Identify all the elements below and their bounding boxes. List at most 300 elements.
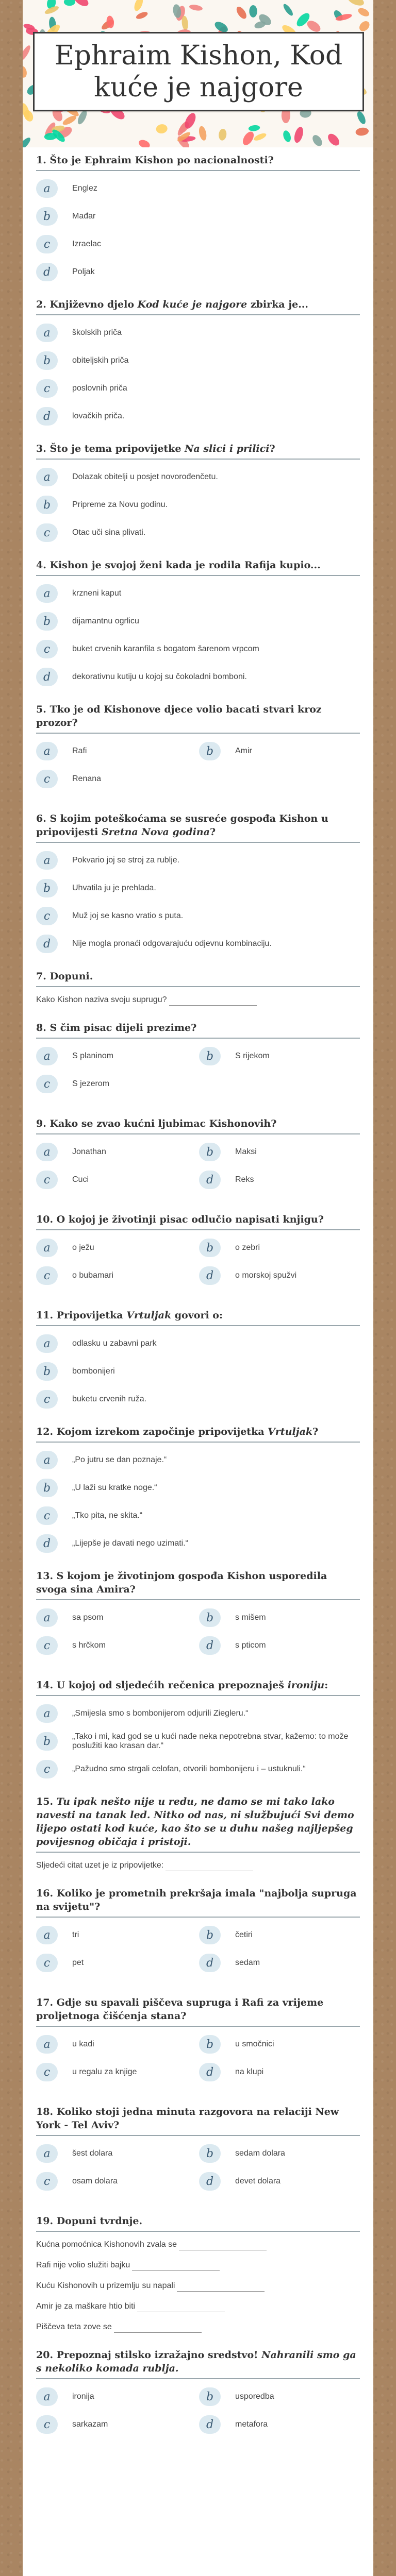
question-title-text: S kojom je životinjom gospođa Kishon usporedila svoga sina Amira? bbox=[36, 1570, 327, 1595]
option-c[interactable] bbox=[36, 1505, 360, 1526]
option-b[interactable] bbox=[36, 1361, 360, 1382]
fill-in-row bbox=[36, 2239, 360, 2250]
option-text: „Tko pita, ne skita.“ bbox=[72, 1511, 143, 1520]
fill-in-prompt: Piščeva teta zove se bbox=[36, 2323, 112, 2331]
option-a[interactable] bbox=[36, 1703, 360, 1724]
option-letter-badge: b bbox=[199, 2144, 221, 2163]
answer-blank[interactable] bbox=[179, 2243, 267, 2250]
option-b[interactable] bbox=[199, 1607, 362, 1628]
leaf-shape bbox=[355, 127, 369, 137]
option-letter-badge: a bbox=[36, 468, 58, 486]
option-a[interactable] bbox=[36, 850, 360, 871]
question-15 bbox=[36, 1795, 360, 1871]
option-text: „Po jutru se dan poznaje.“ bbox=[72, 1455, 167, 1464]
quote-text: Tu ipak nešto nije u redu, ne damo se mi tako lako navesti na tanak led. Nitko od nas, ni službujući Svi demo lijepo ostati kod kuće, kao što se u duhu našeg najljepšeg povijesnog običaja i pristoji. bbox=[36, 1796, 354, 1848]
option-letter-badge: d bbox=[36, 1534, 58, 1553]
divider bbox=[36, 170, 360, 171]
option-c[interactable] bbox=[36, 2171, 199, 2192]
option-text: Rafi bbox=[72, 747, 87, 755]
option-a[interactable] bbox=[36, 1333, 360, 1354]
question-title bbox=[36, 1021, 360, 1035]
question-title-text: Kako se zvao kućni ljubimac Kishonovih? bbox=[50, 1118, 277, 1129]
leaf-shape bbox=[346, 0, 366, 8]
option-text: „Lijepše je davati nego uzimati.“ bbox=[72, 1539, 189, 1548]
option-letter-badge: a bbox=[36, 2144, 58, 2163]
option-text: u smočnici bbox=[235, 2040, 274, 2048]
leaf-shape bbox=[282, 129, 292, 143]
option-d[interactable] bbox=[199, 1635, 362, 1656]
option-c[interactable] bbox=[36, 1759, 360, 1780]
worksheet bbox=[23, 0, 373, 2576]
question-3 bbox=[36, 442, 360, 543]
options bbox=[36, 2143, 360, 2199]
option-text: metafora bbox=[235, 2420, 268, 2429]
leaf-shape bbox=[23, 65, 28, 78]
question-number: 15. bbox=[36, 1796, 57, 1807]
divider bbox=[36, 1917, 360, 1918]
question-18 bbox=[36, 2105, 360, 2199]
option-d[interactable] bbox=[36, 934, 360, 954]
question-title bbox=[36, 1996, 360, 2023]
fill-in-prompt: Amir je za maškare htio biti bbox=[36, 2302, 136, 2311]
option-letter-badge: b bbox=[199, 1926, 221, 1944]
option-text: tri bbox=[72, 1930, 79, 1939]
question-number: 9. bbox=[36, 1118, 50, 1129]
option-a[interactable] bbox=[36, 1142, 199, 1162]
question-7 bbox=[36, 970, 360, 1006]
option-letter-badge: b bbox=[36, 496, 58, 514]
options bbox=[36, 1142, 360, 1197]
question-8 bbox=[36, 1021, 360, 1101]
option-d[interactable] bbox=[199, 2171, 362, 2192]
option-c[interactable] bbox=[36, 1265, 199, 1286]
question-number: 3. bbox=[36, 443, 50, 454]
fill-in-prompt: Kuću Kishonovih u prizemlju su napali bbox=[36, 2281, 175, 2290]
question-number: 18. bbox=[36, 2106, 57, 2117]
option-c[interactable] bbox=[36, 639, 360, 659]
divider bbox=[36, 1229, 360, 1230]
question-title-text: ? bbox=[312, 1426, 319, 1437]
divider bbox=[36, 1442, 360, 1443]
option-d[interactable] bbox=[199, 2414, 362, 2435]
divider bbox=[36, 1038, 360, 1039]
question-title bbox=[36, 2214, 360, 2228]
option-text: Nije mogla pronaći odgovarajuću odjevnu kombinaciju. bbox=[72, 939, 272, 948]
options bbox=[36, 2386, 360, 2442]
option-text: S rijekom bbox=[235, 1052, 270, 1060]
option-d[interactable] bbox=[36, 1533, 360, 1554]
option-a[interactable] bbox=[36, 1046, 199, 1066]
option-letter-badge: c bbox=[36, 1075, 58, 1093]
divider bbox=[36, 1695, 360, 1696]
option-letter-badge: c bbox=[36, 2415, 58, 2434]
options bbox=[36, 2034, 360, 2090]
question-number: 2. bbox=[36, 299, 50, 310]
option-text: Amir bbox=[235, 747, 252, 755]
option-letter-badge: c bbox=[36, 1636, 58, 1655]
question-title-text: Gdje su spavali piščeva supruga i Rafi za vrijeme proljetnoga čišćenja stana? bbox=[36, 1997, 324, 2022]
divider bbox=[36, 733, 360, 734]
leaf-shape bbox=[282, 3, 294, 17]
option-text: pet bbox=[72, 1958, 84, 1967]
option-text: „Pažudno smo strgali celofan, otvorili bombonijeru i – ustuknuli.“ bbox=[72, 1765, 306, 1773]
fill-in-prompt: Kućna pomoćnica Kishonovih zvala se bbox=[36, 2240, 177, 2249]
questions-container bbox=[23, 147, 373, 2576]
option-b[interactable] bbox=[199, 1142, 362, 1162]
question-number: 13. bbox=[36, 1570, 57, 1582]
option-b[interactable] bbox=[36, 878, 360, 899]
question-title-text: Koliko stoji jedna minuta razgovora na relaciji New York - Tel Aviv? bbox=[36, 2106, 339, 2131]
leaf-shape bbox=[253, 132, 267, 142]
question-title-text: Književno djelo bbox=[50, 299, 138, 310]
option-letter-badge: c bbox=[36, 1760, 58, 1778]
option-text: Uhvatila ju je prehlada. bbox=[72, 884, 156, 892]
option-b[interactable] bbox=[36, 495, 360, 515]
option-text: S planinom bbox=[72, 1052, 114, 1060]
option-b[interactable] bbox=[199, 1046, 362, 1066]
option-letter-badge: c bbox=[36, 1506, 58, 1525]
question-19 bbox=[36, 2214, 360, 2333]
option-text: Renana bbox=[72, 774, 102, 783]
question-title-text: Što je tema pripovijetke bbox=[50, 443, 185, 454]
question-20 bbox=[36, 2348, 360, 2442]
option-text: osam dolara bbox=[72, 2177, 118, 2185]
option-b[interactable] bbox=[36, 350, 360, 371]
answer-blank[interactable] bbox=[169, 998, 257, 1006]
option-text: ironija bbox=[72, 2392, 94, 2401]
question-number: 14. bbox=[36, 1680, 57, 1691]
question-number: 11. bbox=[36, 1310, 57, 1321]
option-letter-badge: d bbox=[199, 1266, 221, 1285]
option-c[interactable] bbox=[36, 2062, 199, 2082]
options bbox=[36, 850, 360, 954]
header-banner bbox=[23, 0, 373, 147]
option-text: Reks bbox=[235, 1175, 254, 1184]
option-d[interactable] bbox=[199, 2062, 362, 2082]
question-number: 17. bbox=[36, 1997, 57, 2008]
leaf-shape bbox=[155, 124, 168, 134]
option-d[interactable] bbox=[199, 1265, 362, 1286]
question-title-emphasis: Sretna Nova godina bbox=[102, 826, 210, 838]
question-number: 10. bbox=[36, 1214, 57, 1225]
option-text: usporedba bbox=[235, 2392, 274, 2401]
option-b[interactable] bbox=[199, 2386, 362, 2407]
option-text: o zebri bbox=[235, 1243, 260, 1252]
divider bbox=[36, 986, 360, 987]
question-title-text: Prepoznaj stilsko izražajno sredstvo! bbox=[56, 2349, 262, 2361]
divider bbox=[36, 2378, 360, 2379]
option-letter-badge: d bbox=[36, 935, 58, 953]
leaf-shape bbox=[356, 110, 368, 125]
question-title bbox=[36, 1309, 360, 1322]
leaf-shape bbox=[133, 0, 144, 12]
option-letter-badge: b bbox=[199, 1239, 221, 1257]
option-letter-badge: c bbox=[36, 2172, 58, 2191]
question-title-text: Kishon je svojoj ženi kada je rodila Rafija kupio... bbox=[50, 560, 321, 571]
question-title-emphasis: Nahranili smo ga s nekoliko komada rublja. bbox=[36, 2349, 356, 2374]
fill-in-prompt: Sljedeći citat uzet je iz pripovijetke: bbox=[36, 1861, 164, 1870]
option-text: s mišem bbox=[235, 1613, 266, 1622]
option-letter-badge: a bbox=[36, 1334, 58, 1353]
option-a[interactable] bbox=[36, 2034, 199, 2055]
option-letter-badge: a bbox=[36, 1239, 58, 1257]
option-text: školskih priča bbox=[72, 328, 122, 337]
option-a[interactable] bbox=[36, 1450, 360, 1470]
option-a[interactable] bbox=[36, 178, 360, 199]
option-text: buket crvenih karanfila s bogatom šarenom vrpcom bbox=[72, 645, 259, 653]
option-c[interactable] bbox=[36, 378, 360, 399]
fill-in-prompt: Rafi nije volio služiti bajku bbox=[36, 2261, 130, 2269]
answer-blank[interactable] bbox=[137, 2304, 225, 2312]
option-c[interactable] bbox=[36, 1635, 199, 1656]
fill-in-row bbox=[36, 994, 360, 1006]
option-letter-badge: a bbox=[36, 1926, 58, 1944]
option-d[interactable] bbox=[199, 1170, 362, 1190]
options bbox=[36, 323, 360, 427]
option-c[interactable] bbox=[36, 2414, 199, 2435]
divider bbox=[36, 1325, 360, 1326]
question-title bbox=[36, 2348, 360, 2375]
fill-in-row bbox=[36, 2321, 360, 2333]
question-title bbox=[36, 1887, 360, 1913]
question-title bbox=[36, 970, 360, 983]
option-text: Englez bbox=[72, 184, 97, 193]
option-text: Muž joj se kasno vratio s puta. bbox=[72, 911, 184, 920]
question-13 bbox=[36, 1569, 360, 1663]
divider bbox=[36, 459, 360, 460]
option-text: Otac uči sina plivati. bbox=[72, 528, 146, 537]
option-text: Dolazak obitelji u posjet novorođenčetu. bbox=[72, 472, 218, 481]
option-letter-badge: b bbox=[36, 351, 58, 370]
question-number: 1. bbox=[36, 155, 50, 166]
question-5 bbox=[36, 703, 360, 796]
option-letter-badge: c bbox=[36, 640, 58, 658]
option-text: s hrčkom bbox=[72, 1641, 106, 1650]
options bbox=[36, 178, 360, 282]
question-number: 16. bbox=[36, 1888, 57, 1899]
option-a[interactable] bbox=[36, 2143, 199, 2164]
option-letter-badge: c bbox=[36, 2063, 58, 2081]
option-c[interactable] bbox=[36, 769, 199, 789]
option-letter-badge: d bbox=[36, 668, 58, 686]
question-title bbox=[36, 154, 360, 167]
option-text: „Smijeslа smo s bombonijerom odjurili Ziegleru.“ bbox=[72, 1709, 249, 1718]
question-title-text: Pripovijetka bbox=[56, 1310, 127, 1321]
title-box bbox=[33, 32, 364, 111]
divider bbox=[36, 575, 360, 576]
option-letter-badge: b bbox=[36, 612, 58, 631]
option-text: šest dolara bbox=[72, 2149, 113, 2158]
option-letter-badge: d bbox=[199, 2063, 221, 2081]
option-letter-badge: d bbox=[199, 1171, 221, 1189]
option-letter-badge: c bbox=[36, 1390, 58, 1409]
option-b[interactable] bbox=[36, 206, 360, 227]
options bbox=[36, 583, 360, 687]
option-letter-badge: b bbox=[199, 2035, 221, 2054]
fill-in-row bbox=[36, 2301, 360, 2312]
option-d[interactable] bbox=[36, 406, 360, 427]
question-title-text: ? bbox=[269, 443, 275, 454]
option-a[interactable] bbox=[36, 2386, 199, 2407]
option-text: lovačkih priča. bbox=[72, 412, 125, 420]
question-title-text: Koliko je prometnih prekršaja imala "najbolja supruga na svijetu"? bbox=[36, 1888, 357, 1912]
option-a[interactable] bbox=[36, 323, 360, 343]
option-b[interactable] bbox=[199, 2034, 362, 2055]
question-16 bbox=[36, 1887, 360, 1980]
question-title-emphasis: Vrtuljak bbox=[126, 1310, 172, 1321]
leaf-shape bbox=[135, 10, 148, 20]
answer-blank[interactable] bbox=[177, 2284, 265, 2292]
option-a[interactable] bbox=[36, 741, 199, 761]
option-text: sedam bbox=[235, 1958, 260, 1967]
divider bbox=[36, 1852, 360, 1853]
option-c[interactable] bbox=[36, 1953, 199, 1973]
option-letter-badge: b bbox=[199, 1608, 221, 1627]
option-c[interactable] bbox=[36, 1170, 199, 1190]
divider bbox=[36, 314, 360, 315]
option-text: krzneni kaput bbox=[72, 589, 122, 598]
option-letter-badge: d bbox=[199, 2172, 221, 2191]
option-letter-badge: c bbox=[36, 379, 58, 398]
question-title bbox=[36, 812, 360, 839]
option-letter-badge: a bbox=[36, 1451, 58, 1469]
option-letter-badge: d bbox=[199, 1954, 221, 1972]
question-title-emphasis: Na slici i prilici bbox=[185, 443, 270, 454]
option-letter-badge: a bbox=[36, 1047, 58, 1065]
question-title bbox=[36, 1569, 360, 1596]
question-number: 4. bbox=[36, 560, 50, 571]
leaf-shape bbox=[241, 130, 256, 147]
question-title-text: Kojom izrekom započinje pripovijetka bbox=[56, 1426, 268, 1437]
question-title-text: O kojoj je životinji pisac odlučio napisati knjigu? bbox=[56, 1214, 324, 1225]
option-b[interactable] bbox=[36, 1478, 360, 1498]
option-d[interactable] bbox=[36, 262, 360, 282]
answer-blank[interactable] bbox=[132, 2263, 220, 2271]
question-title-text: govori o: bbox=[171, 1310, 223, 1321]
option-b[interactable] bbox=[199, 741, 362, 761]
option-a[interactable] bbox=[36, 467, 360, 487]
leaf-shape bbox=[76, 109, 89, 126]
option-text: Maksi bbox=[235, 1147, 257, 1156]
option-c[interactable] bbox=[36, 234, 360, 255]
question-title bbox=[36, 1795, 360, 1849]
option-letter-badge: a bbox=[36, 742, 58, 760]
option-letter-badge: b bbox=[36, 1362, 58, 1381]
option-letter-badge: b bbox=[36, 1732, 58, 1751]
option-letter-badge: b bbox=[36, 1479, 58, 1497]
option-letter-badge: c bbox=[36, 907, 58, 925]
question-number: 7. bbox=[36, 971, 50, 982]
question-2 bbox=[36, 298, 360, 427]
option-d[interactable] bbox=[199, 1953, 362, 1973]
option-letter-badge: a bbox=[36, 1704, 58, 1723]
question-title bbox=[36, 703, 360, 730]
option-text: S jezerom bbox=[72, 1079, 110, 1088]
divider bbox=[36, 2135, 360, 2136]
answer-blank[interactable] bbox=[114, 2325, 202, 2333]
option-letter-badge: c bbox=[36, 523, 58, 542]
question-17 bbox=[36, 1996, 360, 2090]
page-title: Ephraim Kishon, Kod kuće je najgore bbox=[54, 40, 343, 103]
option-d[interactable] bbox=[36, 667, 360, 687]
question-title bbox=[36, 1425, 360, 1438]
option-letter-badge: a bbox=[36, 2387, 58, 2406]
leaf-shape bbox=[248, 125, 260, 132]
option-a[interactable] bbox=[36, 1607, 199, 1628]
option-b[interactable] bbox=[36, 611, 360, 632]
options bbox=[36, 1925, 360, 1980]
question-title-text: S kojim poteškoćama se susreće gospođa Kishon u pripovijesti bbox=[36, 813, 328, 838]
question-number: 6. bbox=[36, 813, 50, 824]
divider bbox=[36, 2026, 360, 2027]
option-b[interactable] bbox=[199, 1238, 362, 1258]
question-title-emphasis: Vrtuljak bbox=[268, 1426, 313, 1437]
option-letter-badge: c bbox=[36, 770, 58, 788]
options bbox=[36, 741, 360, 796]
leaf-shape bbox=[310, 133, 324, 147]
option-letter-badge: c bbox=[36, 1954, 58, 1972]
option-c[interactable] bbox=[36, 1389, 360, 1410]
option-b[interactable] bbox=[36, 1731, 360, 1752]
option-a[interactable] bbox=[36, 1925, 199, 1945]
option-letter-badge: b bbox=[199, 742, 221, 760]
option-letter-badge: c bbox=[36, 1171, 58, 1189]
leaf-shape bbox=[357, 19, 371, 33]
question-title-text: : bbox=[324, 1680, 328, 1691]
option-letter-badge: a bbox=[36, 1143, 58, 1161]
question-4 bbox=[36, 558, 360, 687]
question-title bbox=[36, 558, 360, 572]
option-text: u kadi bbox=[72, 2040, 94, 2048]
option-text: obiteljskih priča bbox=[72, 356, 129, 365]
option-letter-badge: c bbox=[36, 1266, 58, 1285]
option-b[interactable] bbox=[199, 1925, 362, 1945]
option-letter-badge: d bbox=[199, 1636, 221, 1655]
leaf-shape bbox=[218, 128, 227, 141]
option-letter-badge: d bbox=[36, 263, 58, 281]
option-c[interactable] bbox=[36, 906, 360, 926]
options bbox=[36, 1607, 360, 1663]
leaf-shape bbox=[293, 126, 305, 144]
option-c[interactable] bbox=[36, 1074, 199, 1094]
option-text: u regalu za knjige bbox=[72, 2067, 137, 2076]
question-number: 20. bbox=[36, 2349, 57, 2361]
leaf-shape bbox=[64, 0, 75, 6]
options bbox=[36, 1703, 360, 1780]
question-title bbox=[36, 298, 360, 311]
option-text: Izraelac bbox=[72, 240, 102, 248]
option-text: „U laži su kratke noge.“ bbox=[72, 1483, 157, 1492]
option-text: bombonijeri bbox=[72, 1367, 115, 1376]
fill-in-row bbox=[36, 1860, 360, 1871]
option-letter-badge: b bbox=[199, 1047, 221, 1065]
option-c[interactable] bbox=[36, 522, 360, 543]
option-a[interactable] bbox=[36, 1238, 199, 1258]
leaf-shape bbox=[249, 5, 257, 18]
question-number: 19. bbox=[36, 2215, 57, 2227]
question-6 bbox=[36, 812, 360, 954]
question-title-text: zbirka je... bbox=[247, 299, 309, 310]
answer-blank[interactable] bbox=[166, 1863, 253, 1871]
question-number: 5. bbox=[36, 704, 50, 715]
question-number: 8. bbox=[36, 1022, 50, 1033]
divider bbox=[36, 842, 360, 843]
option-text: Mađar bbox=[72, 212, 96, 221]
option-a[interactable] bbox=[36, 583, 360, 604]
option-letter-badge: a bbox=[36, 2035, 58, 2054]
question-title-text: Dopuni tvrdnje. bbox=[56, 2215, 143, 2227]
option-b[interactable] bbox=[199, 2143, 362, 2164]
